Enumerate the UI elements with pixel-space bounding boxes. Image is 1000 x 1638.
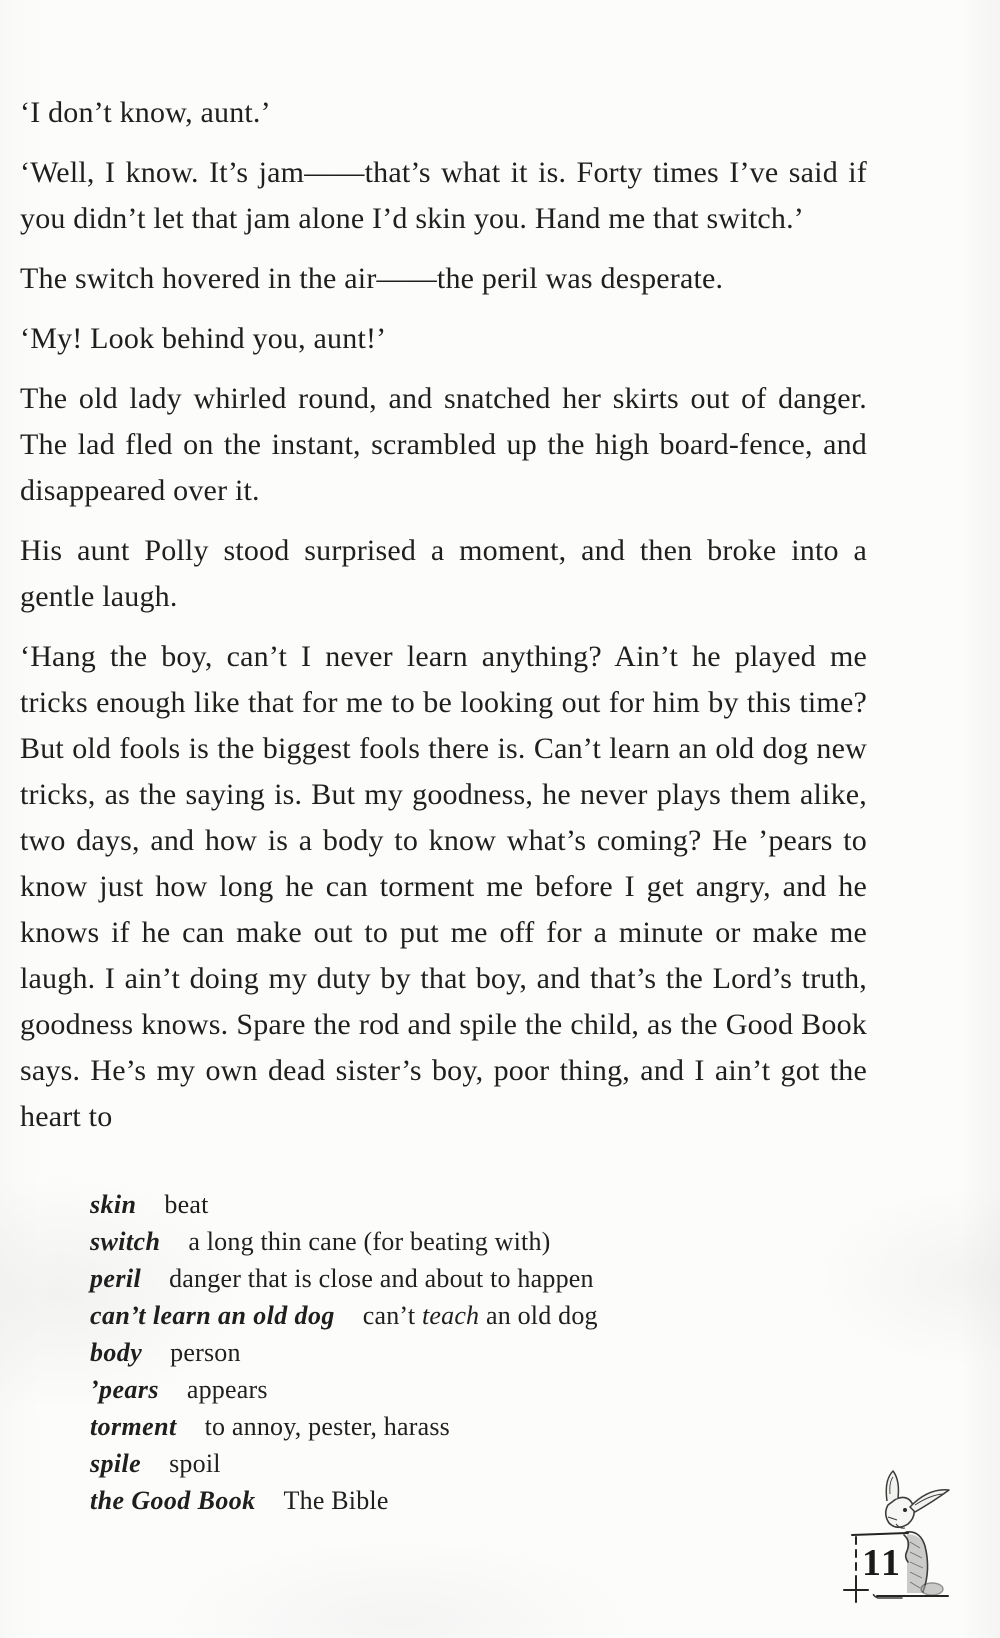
glossary-entry bbox=[90, 1260, 1000, 1297]
glossary-entry bbox=[90, 1334, 1000, 1371]
glossary-definition: can’t teach an old dog bbox=[362, 1301, 598, 1330]
glossary-term: body bbox=[90, 1338, 143, 1367]
glossary-entry bbox=[90, 1371, 1000, 1408]
glossary-entry bbox=[90, 1297, 1000, 1334]
story-paragraph: ‘Well, I know. It’s jam——that’s what it is. Forty times I’ve said if you didn’t let that jam alone I’d skin you. Hand me that switch.’ bbox=[20, 156, 867, 235]
glossary-term: peril bbox=[90, 1264, 142, 1293]
glossary-definition: person bbox=[170, 1338, 241, 1367]
glossary-definition: danger that is close and about to happen bbox=[169, 1264, 594, 1293]
glossary-definition: appears bbox=[186, 1375, 268, 1404]
glossary-term: skin bbox=[90, 1190, 137, 1219]
story-paragraph: ‘I don’t know, aunt.’ bbox=[20, 96, 271, 129]
glossary-definition: a long thin cane (for beating with) bbox=[188, 1227, 551, 1256]
page-number-illustration bbox=[800, 1438, 1000, 1638]
story-paragraph: The old lady whirled round, and snatched her skirts out of danger. The lad fled on the instant, scrambled up the high board-fence, and disappeared over it. bbox=[20, 382, 867, 507]
story-paragraph: His aunt Polly stood surprised a moment, and then broke into a gentle laugh. bbox=[20, 534, 867, 613]
story-paragraph: ‘My! Look behind you, aunt!’ bbox=[20, 322, 387, 355]
glossary-term: torment bbox=[90, 1412, 177, 1441]
glossary-definition: spoil bbox=[169, 1449, 221, 1478]
page-number: 11 bbox=[862, 1542, 902, 1584]
glossary-entry bbox=[90, 1223, 1000, 1260]
glossary-term: spile bbox=[90, 1449, 142, 1478]
rabbit-icon bbox=[800, 1438, 1000, 1638]
glossary-term: the Good Book bbox=[90, 1486, 256, 1515]
story-paragraph: The switch hovered in the air——the peril was desperate. bbox=[20, 262, 724, 295]
glossary-term: ’pears bbox=[90, 1375, 159, 1404]
glossary-term: switch bbox=[90, 1227, 161, 1256]
glossary-term: can’t learn an old dog bbox=[90, 1301, 335, 1330]
glossary-definition: to annoy, pester, harass bbox=[204, 1412, 450, 1441]
glossary-definition: The Bible bbox=[283, 1486, 389, 1515]
story-paragraph: ‘Hang the boy, can’t I never learn anything? Ain’t he played me tricks enough like that for me to be looking out for him by this time? But old fools is the biggest fools there is. Can’t learn an old dog new tricks, as the saying is. But my goodness, he never plays them alike, two days, and how is a body to know what’s coming? He ’pears to know just how long he can torment me before I get angry, and he knows if he can make out to put me off for a minute or make me laugh. I ain’t doing my duty by that boy, and that’s the Lord’s truth, goodness knows. Spare the rod and spile the child, as the Good Book says. He’s my own dead sister’s boy, poor thing, and I ain’t got the heart to bbox=[20, 640, 867, 1133]
glossary-entry bbox=[90, 1186, 1000, 1223]
glossary-definition: beat bbox=[164, 1190, 209, 1219]
